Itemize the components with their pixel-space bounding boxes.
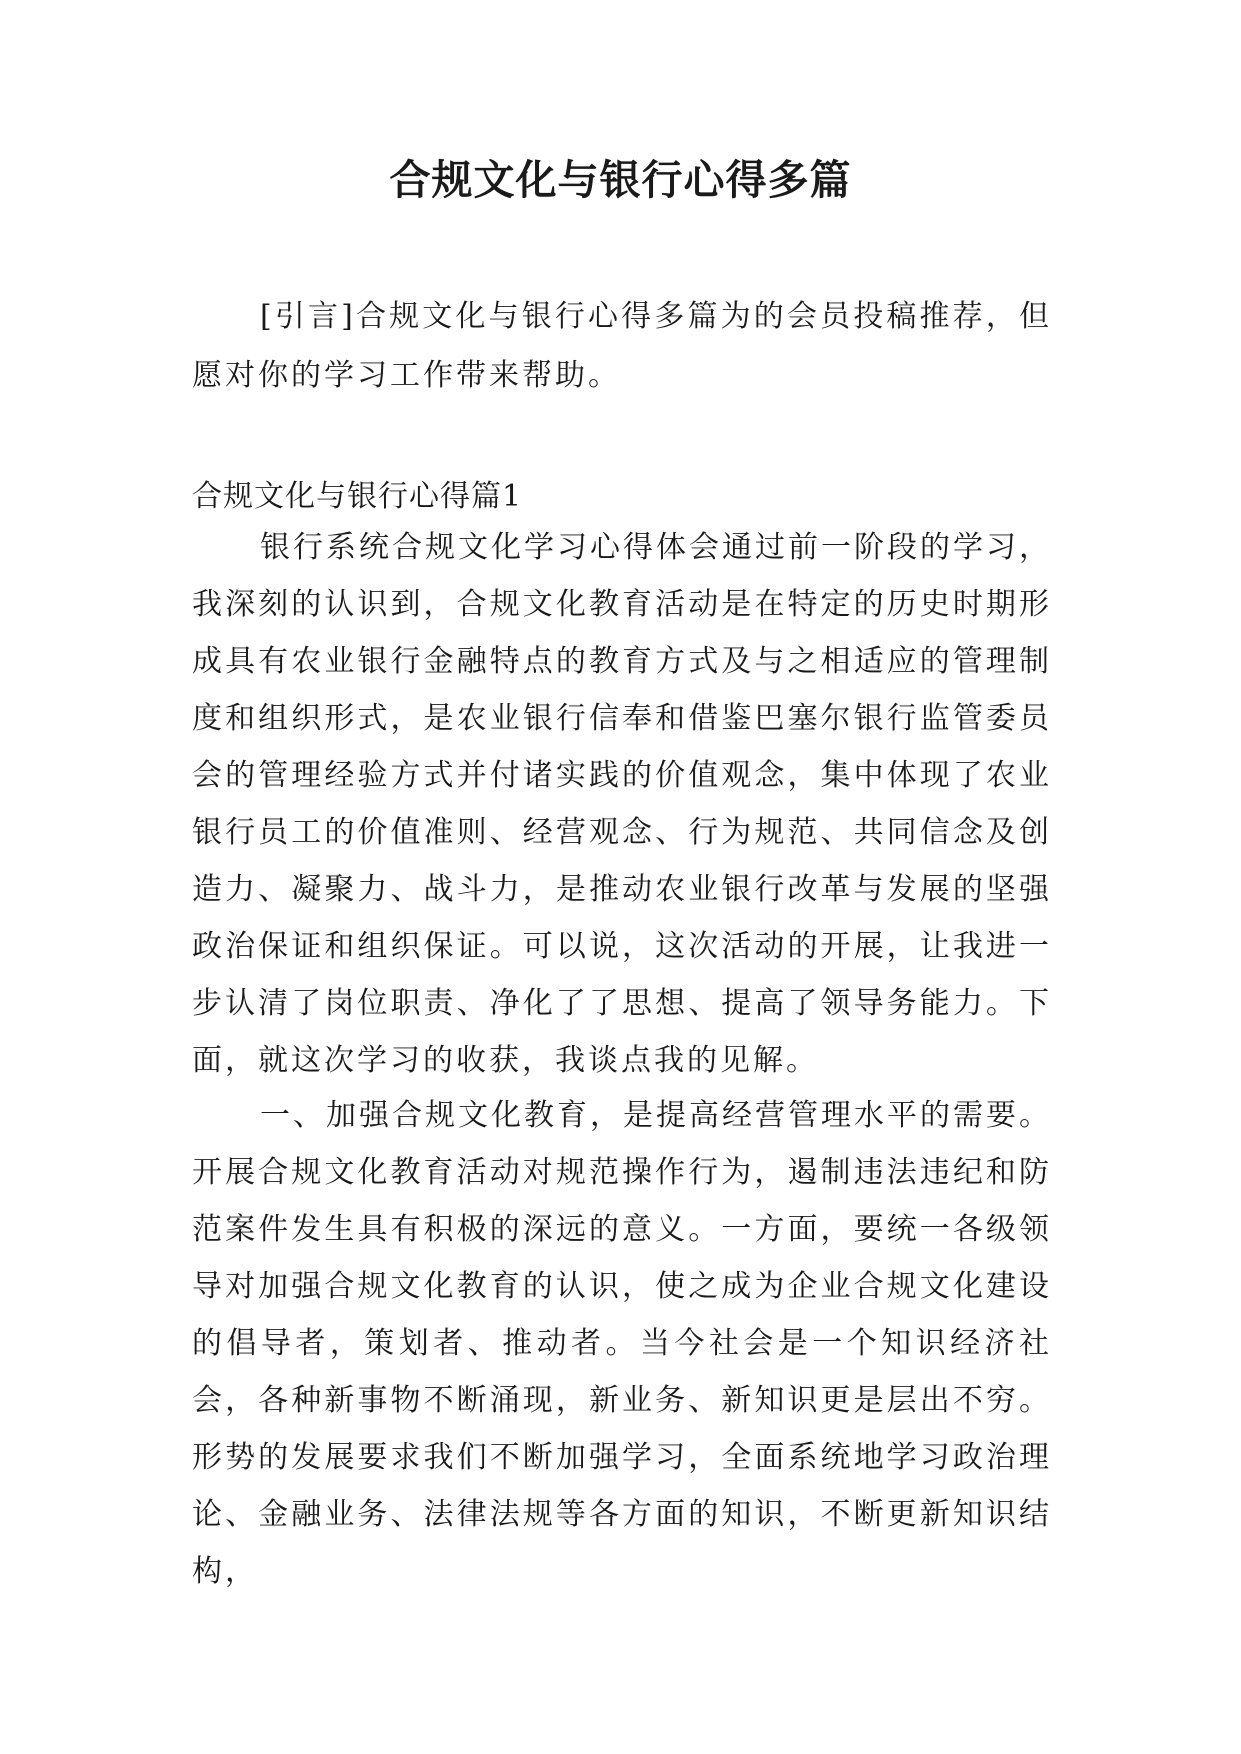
body-paragraph-1: 银行系统合规文化学习心得体会通过前一阶段的学习，我深刻的认识到，合规文化教育活动是在特定的历史时期形成具有农业银行金融特点的教育方式及与之相适应的管理制度和组织形式，是农业银行信奉和借鉴巴塞尔银行监管委员会的管理经验方式并付诸实践的价值观念，集中体现了农业银行员工的价值准则、经营观念、行为规范、共同信念及创造力、凝聚力、战斗力，是推动农业银行改革与发展的坚强政治保证和组织保证。可以说，这次活动的开展，让我进一步认清了岗位职责、净化了了思想、提高了领导务能力。下面，就这次学习的收获，我谈点我的见解。 bbox=[192, 530, 1052, 1078]
document-title: 合规文化与银行心得多篇 bbox=[389, 156, 852, 204]
body-paragraph-2: 一、加强合规文化教育，是提高经营管理水平的需要。开展合规文化教育活动对规范操作行为，遏制违法违纪和防范案件发生具有积极的深远的意义。一方面，要统一各级领导对加强合规文化教育的认识，使之成为企业合规文化建设的倡导者，策划者、推动者。当今社会是一个知识经济社会，各种新事物不断涌现，新业务、新知识更是层出不穷。形势的发展要求我们不断加强学习，全面系统地学习政治理论、金融业务、法律法规等各方面的知识，不断更新知识结构， bbox=[192, 1098, 1052, 1589]
section-heading: 合规文化与银行心得篇1 bbox=[192, 479, 523, 514]
intro-paragraph: [引言]合规文化与银行心得多篇为的会员投稿推荐，但愿对你的学习工作带来帮助。 bbox=[192, 299, 1052, 393]
